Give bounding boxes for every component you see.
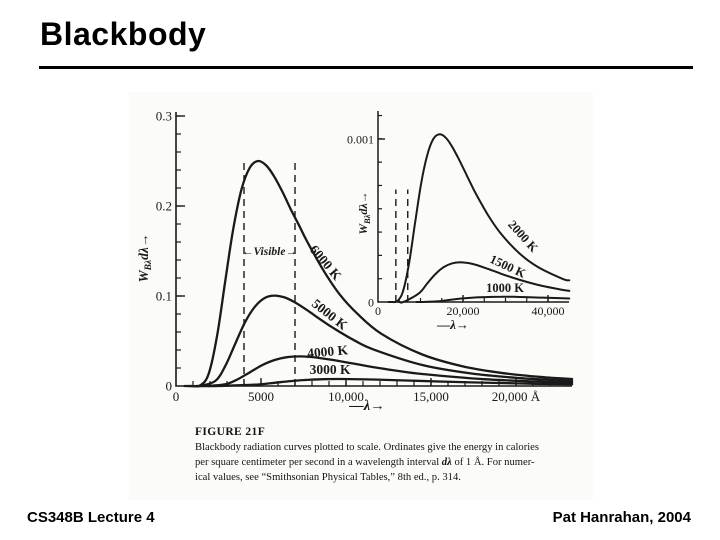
curve-label-5000-k: 5000 K: [309, 295, 351, 333]
curve-label-3000-k: 3000 K: [309, 362, 351, 378]
x-tick-label: 5000: [248, 389, 274, 404]
y-tick-label: 0.1: [155, 288, 172, 304]
main-y-axis-label: $W_{B\lambda}d\lambda\to$: [136, 233, 154, 283]
x-tick-label: 40,000: [531, 304, 565, 318]
x-tick-label: 20,000 Å: [491, 389, 541, 404]
caption-dlambda: dλ: [441, 457, 452, 468]
curve-2000-k: [389, 134, 570, 302]
footer-author-label: Pat Hanrahan, 2004: [552, 509, 691, 526]
x-tick-label: 10,000: [328, 389, 364, 404]
main-x-axis-label: —λ→: [349, 398, 385, 414]
y-tick-label: 0.3: [155, 108, 172, 124]
visible-band-label: ←Visible→: [242, 245, 297, 258]
y-tick-label: 0.001: [347, 132, 374, 147]
y-tick-label: 0: [165, 378, 172, 394]
caption-text: per square centimeter per second in a wavelength interval: [195, 457, 442, 468]
curve-label-2000-k: 2000 K: [505, 217, 541, 255]
figure-caption-heading: FIGURE 21F: [195, 426, 266, 438]
inset-x-axis-label: —λ→: [437, 317, 469, 332]
x-tick-label: 0: [172, 389, 180, 404]
figure-caption-line: Blackbody radiation curves plotted to scale. Ordinates give the energy in calories: [195, 442, 539, 453]
y-tick-label: 0.2: [155, 198, 172, 214]
y-tick-label: 0: [368, 295, 374, 310]
figure-caption-line: ical values, see “Smithsonian Physical Tables,” 8th ed., p. 314.: [195, 472, 461, 483]
x-tick-label: 20,000: [446, 304, 480, 318]
curve-label-1000-k: 1000 K: [486, 281, 524, 296]
x-tick-label: 15,000: [413, 389, 449, 404]
blackbody-radiation-chart: [129, 92, 593, 424]
figure-caption-line: [195, 455, 539, 470]
figure-21f: [129, 92, 593, 500]
figure-caption: [195, 426, 539, 485]
curve-label-1500-k: 1500 K: [487, 252, 528, 281]
inset-y-axis-label: $W_{B\lambda}d\lambda\to$: [356, 191, 372, 235]
caption-text: of 1 Å. For numer-: [451, 457, 535, 468]
curve-4000-k: [196, 356, 572, 386]
footer-course-label: CS348B Lecture 4: [27, 509, 155, 526]
inset-chart: [347, 111, 569, 332]
title-underline: [39, 66, 693, 69]
curve-label-4000-k: 4000 K: [306, 342, 349, 361]
curve-label-6000-k: 6000 K: [306, 242, 345, 283]
slide-title: Blackbody: [40, 16, 207, 52]
x-tick-label: 0: [375, 304, 381, 318]
